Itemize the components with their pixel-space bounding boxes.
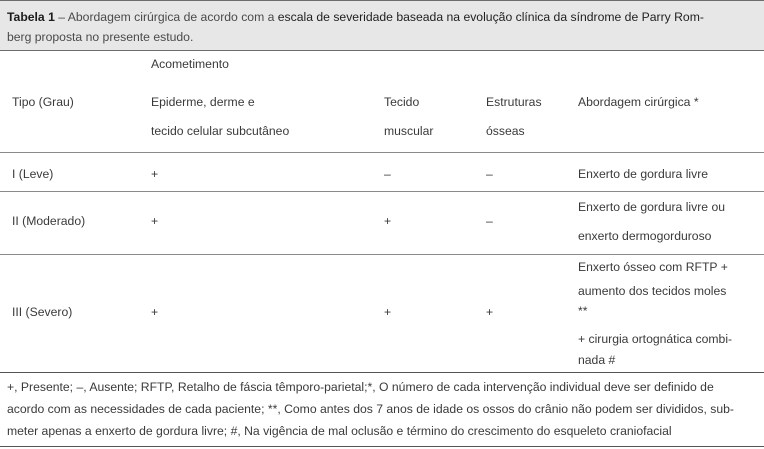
caption-label: Tabela 1 — [7, 10, 55, 24]
header-tipo-grau: Tipo (Grau) — [12, 95, 74, 109]
header-tecido-line1: Tecido — [384, 95, 420, 109]
caption-line2: berg proposta no presente estudo. — [7, 30, 194, 44]
row-3-tipo: III (Severo) — [12, 305, 73, 319]
row-divider — [0, 254, 764, 255]
row-1-ossea: – — [486, 167, 493, 181]
footnote-bottom-rule — [0, 446, 764, 447]
row-1-tipo: I (Leve) — [12, 167, 54, 181]
row-1-abordagem: Enxerto de gordura livre — [578, 167, 709, 181]
row-1-epiderme: + — [151, 167, 159, 181]
row-3-abordagem-line4: + cirurgia ortognática combi- — [578, 332, 733, 346]
row-3-ossea: + — [486, 305, 494, 319]
header-epiderme-line1: Epiderme, derme e — [151, 95, 255, 109]
row-1-muscular: – — [384, 167, 391, 181]
footnote-line1: +, Presente; –, Ausente; RFTP, Retalho de fáscia têmporo-parietal;*, O número de cada intervenção individual deve ser definido de — [7, 380, 714, 394]
row-3-abordagem-line2: aumento dos tecidos moles — [578, 284, 727, 298]
footnote-line3: meter apenas a enxerto de gordura livre; #, Na vigência de mal oclusão e término do crescimento do esqueleto craniofacial — [7, 424, 672, 438]
row-3-epiderme: + — [151, 305, 159, 319]
footnote-line2: acordo com as necessidades de cada paciente; **, Como antes dos 7 anos de idade os ossos do crânio não podem ser divididos, sub- — [7, 402, 734, 416]
caption-dash: – — [54, 10, 68, 24]
header-tecido-line2: muscular — [384, 124, 434, 138]
caption-text-emph: escala de severidade baseada na evolução clínica da síndrome de Parry Rom- — [277, 10, 704, 24]
row-divider — [0, 191, 764, 192]
row-3-abordagem-line3: ** — [578, 304, 588, 318]
row-2-abordagem-line2: enxerto dermogorduroso — [578, 229, 712, 243]
header-rule — [0, 152, 764, 153]
table-caption-band — [0, 0, 764, 51]
header-estruturas-line1: Estruturas — [486, 95, 542, 109]
row-2-epiderme: + — [151, 214, 159, 228]
row-3-muscular: + — [384, 305, 392, 319]
header-abordagem: Abordagem cirúrgica * — [578, 95, 699, 109]
row-3-abordagem-line5: nada # — [578, 353, 616, 367]
header-epiderme-line2: tecido celular subcutâneo — [151, 124, 290, 138]
caption-text-plain: Abordagem cirúrgica de acordo com a — [67, 10, 278, 24]
row-2-tipo: II (Moderado) — [12, 214, 86, 228]
header-group-acometimento: Acometimento — [151, 57, 229, 71]
table-footnote — [7, 376, 759, 442]
row-2-muscular: + — [384, 214, 392, 228]
row-2-ossea: – — [486, 214, 493, 228]
row-3-abordagem-line1: Enxerto ósseo com RFTP + — [578, 260, 728, 274]
row-2-abordagem-line1: Enxerto de gordura livre ou — [578, 200, 726, 214]
header-estruturas-line2: ósseas — [486, 124, 525, 138]
table-caption — [7, 7, 757, 47]
table-bottom-rule — [0, 372, 764, 373]
